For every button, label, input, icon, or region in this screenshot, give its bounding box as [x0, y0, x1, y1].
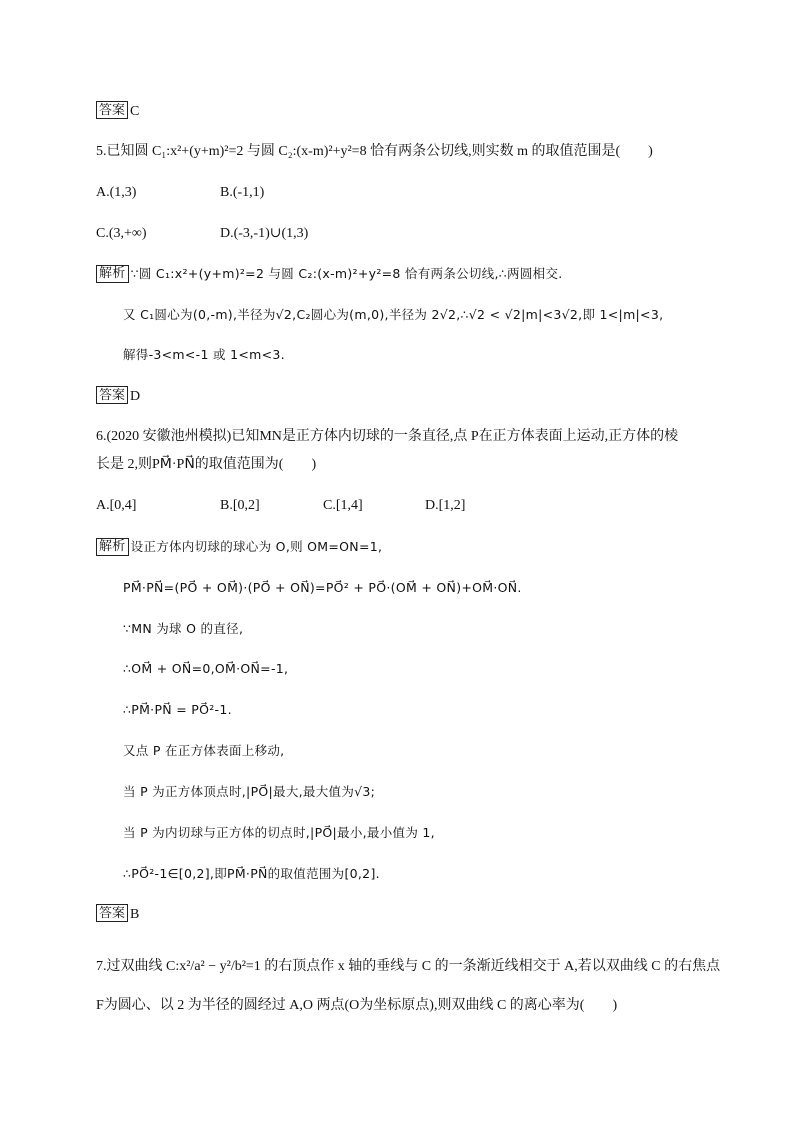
q6-analysis-line-4: ∴OM⃗ + ON⃗=0,OM⃗·ON⃗=-1,: [123, 661, 289, 676]
q6-analysis-line-8: 当 P 为内切球与正方体的切点时,|PO⃗|最小,最小值为 1,: [123, 825, 435, 840]
answer-tag: 答案: [96, 904, 128, 922]
q5-option-a: A.(1,3): [96, 185, 137, 200]
q6-option-b: B.[0,2]: [220, 498, 260, 513]
q5-analysis-line-1: 解析 ∵圆 C₁:x²+(y+m)²=2 与圆 C₂:(x-m)²+y²=8 恰有两条公切线,∴两圆相交.: [96, 264, 563, 284]
q5-analysis-line-3: 解得-3<m<-1 或 1<m<3.: [123, 347, 285, 362]
analysis-tag: 解析: [96, 538, 129, 556]
q5-question: 5.已知圆 C₁:x²+(y+m)²=2 与圆 C₂:(x-m)²+y²=8 恰有两条公切线,则实数 m 的取值范围是( ): [96, 144, 653, 159]
q6-analysis-line-6: 又点 P 在正方体表面上移动,: [123, 743, 285, 758]
analysis-tag: 解析: [96, 265, 129, 283]
q5-option-b: B.(-1,1): [220, 185, 265, 200]
q6-question-line-1: 6.(2020 安徽池州模拟)已知MN是正方体内切球的一条直径,点 P在正方体表面上运动,正方体的棱: [96, 429, 679, 444]
q5-answer: [96, 386, 140, 407]
q6-analysis-line-7: 当 P 为正方体顶点时,|PO⃗|最大,最大值为√3;: [123, 784, 376, 799]
q6-analysis-line-2: PM⃗·PN⃗=(PO⃗ + OM⃗)·(PO⃗ + ON⃗)=PO⃗² + PO⃗·(OM⃗ + ON⃗)+OM⃗·ON⃗.: [123, 580, 522, 595]
q4-answer: [96, 101, 139, 122]
q5-option-c: C.(3,+∞): [96, 226, 147, 241]
q6-question-line-2: 长是 2,则PM⃗·PN⃗的取值范围为( ): [96, 457, 317, 472]
q6-answer: [96, 904, 139, 925]
q6-option-a: A.[0,4]: [96, 498, 137, 513]
answer-tag: 答案: [96, 386, 128, 404]
q6-option-c: C.[1,4]: [323, 498, 363, 513]
q6-analysis-line-3: ∵MN 为球 O 的直径,: [123, 621, 244, 636]
q6-analysis-line-5: ∴PM⃗·PN⃗ = PO⃗²-1.: [123, 702, 232, 717]
answer-value: D: [130, 389, 141, 404]
q5-analysis-line-2: 又 C₁圆心为(0,-m),半径为√2,C₂圆心为(m,0),半径为 2√2,∴√2 < √2|m|<3√2,即 1<|m|<3,: [123, 307, 664, 322]
q6-analysis-line-9: ∴PO⃗²-1∈[0,2],即PM⃗·PN⃗的取值范围为[0,2].: [123, 866, 380, 881]
q6-analysis-line-1: 解析 设正方体内切球的球心为 O,则 OM=ON=1,: [96, 537, 382, 557]
q6-option-d: D.[1,2]: [425, 498, 466, 513]
q7-question-line-2: F为圆心、以 2 为半径的圆经过 A,O 两点(O为坐标原点),则双曲线 C 的离心率为( ): [96, 998, 618, 1013]
answer-value: B: [130, 907, 140, 922]
q5-option-d: D.(-3,-1)∪(1,3): [220, 226, 309, 241]
answer-value: C: [130, 104, 140, 119]
answer-tag: 答案: [96, 101, 128, 119]
q7-question-line-1: 7.过双曲线 C:x²/a² − y²/b²=1 的右顶点作 x 轴的垂线与 C 的一条渐近线相交于 A,若以双曲线 C 的右焦点: [96, 959, 721, 974]
